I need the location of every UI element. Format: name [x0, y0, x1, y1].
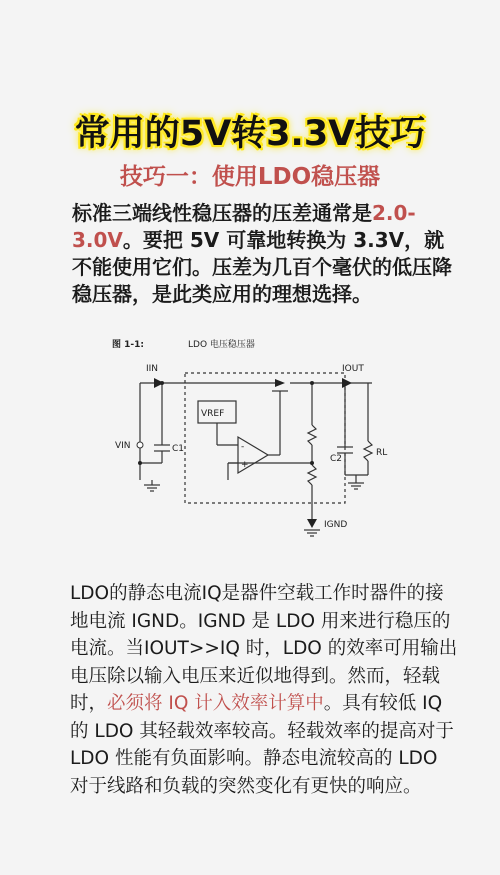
opamp-plus: + [241, 460, 249, 470]
figure-caption: LDO 电压稳压器 [188, 340, 255, 350]
iout-label: IOUT [342, 364, 364, 374]
rl-label: RL [376, 448, 388, 458]
iq-text-1: LDO的静态电流IQ是器件空载工作时器件的接地电流 IGND。IGND 是 LDO 用来进行稳压的电流。当IOUT>>IQ 时，LDO 的效率可用输出电压除以输入电压来近似地得到。然而，轻载时， [70, 583, 458, 714]
c2-label: C2 [330, 454, 343, 464]
c1-label: C1 [172, 444, 185, 454]
vin-label: VIN [115, 441, 131, 451]
intro-text-2: 。要把 5V 可靠地转换为 3.3V，就不能使用它们。压差为几百个毫伏的低压降 稳压器，是此类应用的理想选择。 [72, 228, 452, 306]
iq-text-2: 。具有较低 IQ 的 LDO 其轻载效率较高。轻载效率的提高对于 LDO 性能有负面影响。静态电流较高的 LDO 对于线路和负载的突然变化有更快的响应。 [70, 693, 454, 797]
subtitle: 技巧一：使用LDO稳压器 [119, 164, 381, 190]
iq-highlight: 必须将 IQ 计入效率计算中 [107, 693, 324, 714]
figure-number: 图 1-1: [112, 340, 144, 350]
iq-paragraph [70, 580, 460, 800]
dropout-voltage-highlight: 2.0-3.0V [72, 201, 416, 252]
intro-text-1: 标准三端线性稳压器的压差通常是 [72, 201, 372, 225]
page-title: 常用的5V转3.3V技巧 [74, 114, 426, 154]
iin-label: IIN [146, 364, 159, 374]
intro-paragraph [72, 200, 452, 308]
ignd-label: IGND [324, 520, 348, 530]
opamp-minus: - [241, 442, 245, 452]
vref-label: VREF [201, 409, 225, 419]
ldo-circuit-diagram [110, 345, 400, 545]
